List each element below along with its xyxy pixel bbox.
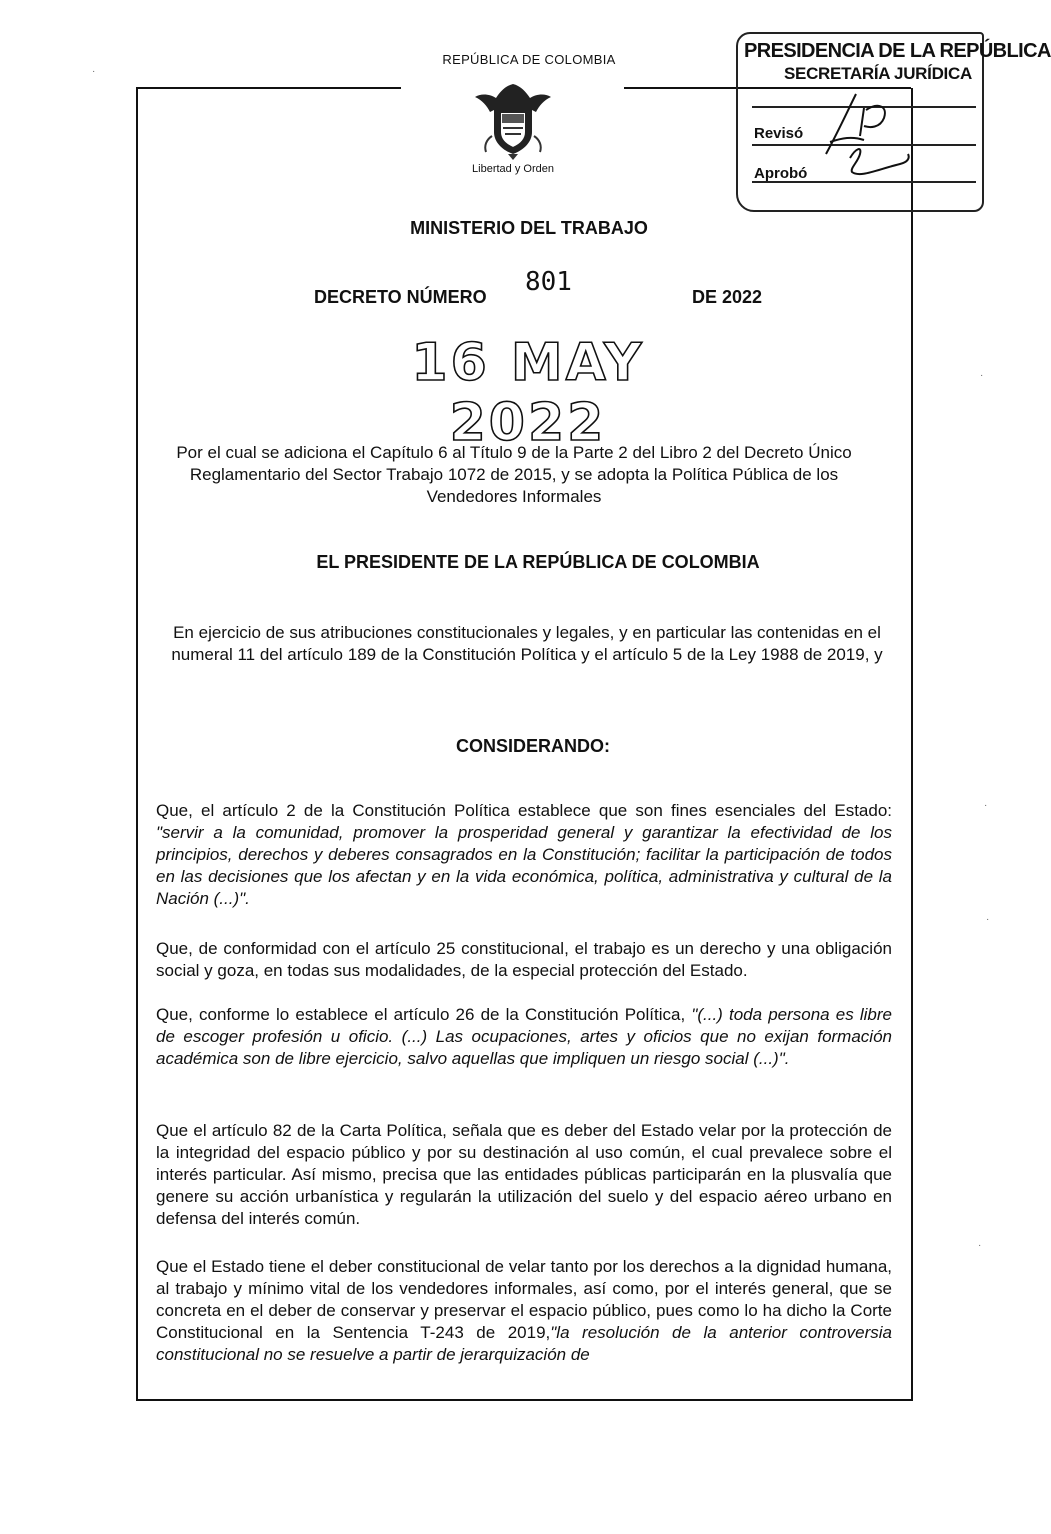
approved-label: Aprobó <box>754 165 808 182</box>
handwritten-signature <box>760 88 940 188</box>
decree-year: DE 2022 <box>692 287 763 307</box>
legal-basis: En ejercicio de sus atribuciones constitucionales y legales, y en particular las contenidas en el numeral 11 del artículo 189 de la Constitución Política y el artículo 5 de la Ley 1988 de 2019, y <box>171 623 883 664</box>
recital-paragraph: Que el artículo 82 de la Carta Política, señala que es deber del Estado velar por la protección de la integridad del espacio público y por su destinación al uso común, el cual prevalece sobre el interés particular. Así mismo, precisa que las entidades públicas participarán en la plusvalía que genere su acción urbanística y regularán la utilización del suelo y del espacio aéreo urbano en defensa del interés común. <box>156 1121 892 1228</box>
ministry-heading: MINISTERIO DEL TRABAJO <box>410 218 648 238</box>
decree-subject: Por el cual se adiciona el Capítulo 6 al Título 9 de la Parte 2 del Libro 2 del Decreto Único Reglamentario del Sector Trabajo 1072 de 2015, y se adopta la Política Pública de los Vendedores Informales <box>176 443 852 506</box>
recital-paragraph: Que, de conformidad con el artículo 25 constitucional, el trabajo es un derecho y una obligación social y goza, en todas sus modalidades, de la especial protección del Estado. <box>156 939 892 980</box>
reviewed-label: Revisó <box>754 125 804 142</box>
considering-heading: CONSIDERANDO: <box>455 736 610 756</box>
stamp-title: PRESIDENCIA DE LA REPÚBLICA <box>744 40 1051 62</box>
recital-paragraph <box>156 1004 892 1070</box>
date-stamp: 16 MAY 2022 <box>411 333 645 453</box>
scan-speck: · <box>984 800 988 811</box>
recital-text: Que el Estado tiene el deber constitucional de velar tanto por los derechos a la dignidad humana, al trabajo y mínimo vital de los vendedores informales, así como, por el interés general, que se concreta en el deber de conservar y preservar el espacio público, pues como lo ha dicho la Corte Constitucional en la Sentencia T-243 de 2019, <box>156 1257 892 1342</box>
coat-of-arms-icon <box>472 80 554 162</box>
decree-number: 801 <box>525 267 572 297</box>
recital-quote: "(...) toda persona es libre de escoger profesión u oficio. (...) Las ocupaciones, artes y oficios que no exijan formación académica son de libre ejercicio, salvo aquellas que impliquen un riesgo social (...)". <box>156 1005 892 1068</box>
recital-quote: "la resolución de la anterior controversia constitucional no se resuelve a partir de jerarquización de <box>156 1323 892 1364</box>
scan-speck: · <box>978 1240 982 1251</box>
decree-number-label: DECRETO NÚMERO <box>314 287 487 307</box>
recital-paragraph <box>156 800 892 910</box>
country-heading: REPÚBLICA DE COLOMBIA <box>442 52 616 67</box>
scan-speck: · <box>980 370 984 381</box>
scan-speck: · <box>92 66 96 77</box>
recital-text: Que, conforme lo establece el artículo 26 de la Constitución Política, <box>156 1005 692 1024</box>
stamp-subtitle: SECRETARÍA JURÍDICA <box>784 64 972 83</box>
recital-paragraph <box>156 1256 892 1366</box>
scan-speck: · <box>986 914 990 925</box>
recital-quote: "servir a la comunidad, promover la prosperidad general y garantizar la efectividad de los principios, derechos y deberes consagrados en la Constitución; facilitar la participación de todos en las decisiones que los afectan y en la vida económica, política, administrativa y cultural de la Nación (...)". <box>156 823 892 908</box>
national-motto: Libertad y Orden <box>472 163 554 175</box>
recital-text: Que, el artículo 2 de la Constitución Política establece que son fines esenciales del Estado: <box>156 801 892 820</box>
issuer-heading: EL PRESIDENTE DE LA REPÚBLICA DE COLOMBIA <box>316 552 760 572</box>
